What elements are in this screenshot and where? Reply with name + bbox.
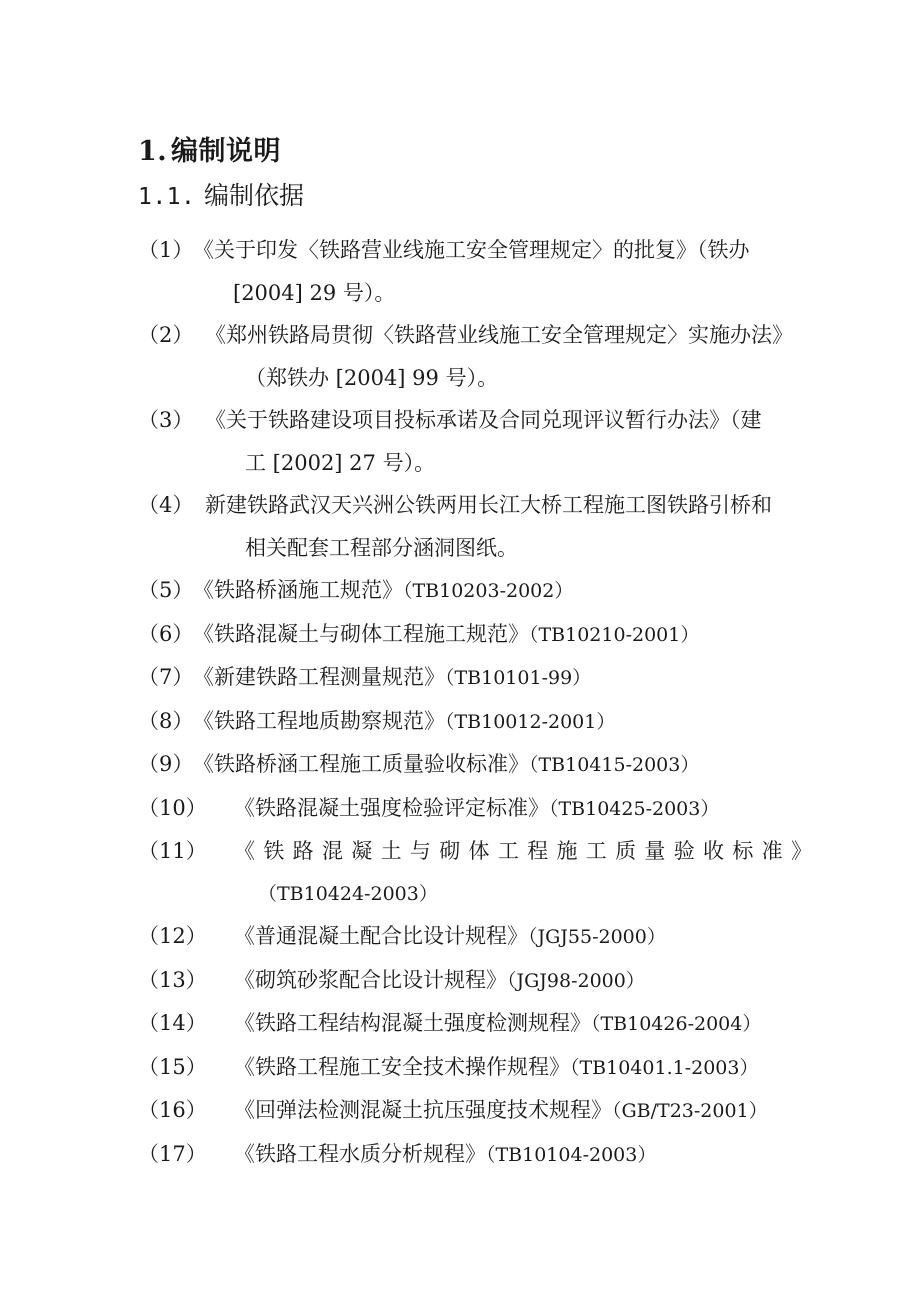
reference-item [138, 830, 812, 915]
reference-standard-code: （GB/T23-2001） [612, 1100, 768, 1122]
reference-standard-code: （TB10426-2004） [591, 1013, 762, 1035]
reference-marker: （16） [138, 1098, 207, 1122]
reference-text [193, 613, 812, 657]
reference-marker: （14） [138, 1011, 207, 1035]
reference-standard-code: （TB10415-2003） [529, 754, 700, 776]
reference-title: 《回弹法检测混凝土抗压强度技术规程》 [234, 1098, 612, 1122]
reference-text [193, 743, 812, 787]
reference-title: 《砌筑砂浆配合比设计规程》 [234, 967, 507, 992]
reference-title: 《铁路混凝土与砌体工程施工质量验收标准》 [234, 839, 812, 863]
reference-text [193, 399, 812, 484]
heading-level-1 [138, 138, 812, 165]
reference-line: 《郑州铁路局贯彻〈铁路营业线施工安全管理规定〉实施办法》 [205, 323, 793, 347]
reference-standard-code: （TB10104-2003） [486, 1143, 657, 1166]
reference-text [193, 700, 812, 744]
reference-item [138, 229, 812, 314]
document-body [138, 138, 812, 1176]
reference-item [138, 314, 812, 399]
reference-standard-code: （TB10101-99） [445, 667, 592, 689]
reference-title: 《铁路桥涵工程施工质量验收标准》 [193, 752, 529, 776]
reference-marker: （15） [138, 1054, 207, 1079]
reference-item [138, 700, 812, 744]
heading-2-title: 编制依据 [204, 181, 305, 210]
reference-item [138, 1046, 812, 1090]
reference-marker: （7） [138, 665, 194, 689]
reference-text [210, 959, 812, 1003]
reference-marker: （11） [138, 839, 207, 863]
reference-list [138, 229, 812, 1176]
reference-marker: （9） [138, 752, 194, 776]
reference-item [138, 787, 812, 831]
reference-text [210, 1089, 812, 1133]
reference-line-continued: （郑铁办 [2004] 99 号）。 [245, 365, 499, 390]
reference-text [210, 1133, 812, 1177]
reference-standard-code: （TB10424-2003） [258, 882, 438, 905]
reference-item [138, 743, 812, 787]
reference-standard-code: （TB10203-2002） [403, 580, 574, 602]
reference-title: 《铁路工程施工安全技术操作规程》 [234, 1054, 570, 1079]
heading-1-number: 1. [138, 136, 168, 167]
reference-text [193, 314, 812, 399]
reference-item [138, 656, 812, 700]
reference-marker: （6） [138, 621, 194, 646]
reference-standard-code: （TB10012-2001） [445, 710, 616, 733]
reference-text [210, 787, 812, 831]
reference-line: 《关于印发〈铁路营业线施工安全管理规定〉的批复》（铁办 [193, 238, 750, 262]
reference-line: 新建铁路武汉天兴洲公铁两用长江大桥工程施工图铁路引桥和 [205, 493, 772, 517]
reference-text [210, 1002, 812, 1046]
reference-marker: （13） [138, 967, 207, 992]
reference-text [210, 1046, 812, 1090]
reference-title: 《铁路桥涵施工规范》 [193, 578, 403, 602]
heading-2-number: 1.1. [138, 184, 196, 210]
reference-title: 《铁路工程地质勘察规范》 [193, 708, 445, 733]
reference-title: 《新建铁路工程测量规范》 [193, 665, 445, 689]
reference-line-continued: 工 [2002] 27 号）。 [245, 450, 436, 475]
reference-item [138, 1089, 812, 1133]
reference-item [138, 613, 812, 657]
reference-title: 《铁路混凝土强度检验评定标准》 [234, 795, 549, 820]
reference-text [193, 656, 812, 700]
reference-marker: （10） [138, 795, 207, 820]
reference-item [138, 569, 812, 613]
reference-marker: （17） [138, 1141, 207, 1166]
reference-marker: （4） [138, 493, 194, 517]
reference-marker: （3） [138, 408, 194, 432]
reference-text [210, 830, 812, 915]
reference-item [138, 1002, 812, 1046]
reference-marker: （1） [138, 238, 194, 262]
reference-text [210, 915, 812, 959]
reference-text [193, 229, 812, 314]
heading-level-2 [138, 183, 812, 209]
reference-item [138, 484, 812, 569]
reference-item [138, 959, 812, 1003]
reference-title: 《普通混凝土配合比设计规程》 [234, 924, 528, 948]
reference-marker: （5） [138, 578, 194, 602]
reference-title: 《铁路工程水质分析规程》 [234, 1141, 486, 1166]
reference-item [138, 399, 812, 484]
reference-title: 《铁路混凝土与砌体工程施工规范》 [193, 621, 529, 646]
reference-item [138, 915, 812, 959]
reference-standard-code: （TB10210-2001） [529, 623, 700, 646]
reference-line: 《关于铁路建设项目投标承诺及合同兑现评议暂行办法》（建 [205, 408, 762, 432]
reference-marker: （12） [138, 924, 207, 948]
reference-marker: （2） [138, 323, 194, 347]
reference-marker: （8） [138, 708, 194, 733]
reference-line-continued: [2004] 29 号）。 [233, 280, 396, 305]
reference-text [193, 484, 812, 569]
reference-title: 《铁路工程结构混凝土强度检测规程》 [234, 1011, 591, 1035]
reference-line-continued: 相关配套工程部分涵洞图纸。 [245, 535, 518, 560]
reference-standard-code: （TB10425-2003） [549, 797, 720, 820]
reference-standard-code: （JGJ55-2000） [528, 926, 666, 948]
heading-1-title: 编制说明 [171, 136, 281, 167]
reference-text [193, 569, 812, 613]
reference-standard-code: （JGJ98-2000） [507, 969, 645, 992]
reference-item [138, 1133, 812, 1177]
reference-standard-code: （TB10401.1-2003） [570, 1056, 759, 1079]
